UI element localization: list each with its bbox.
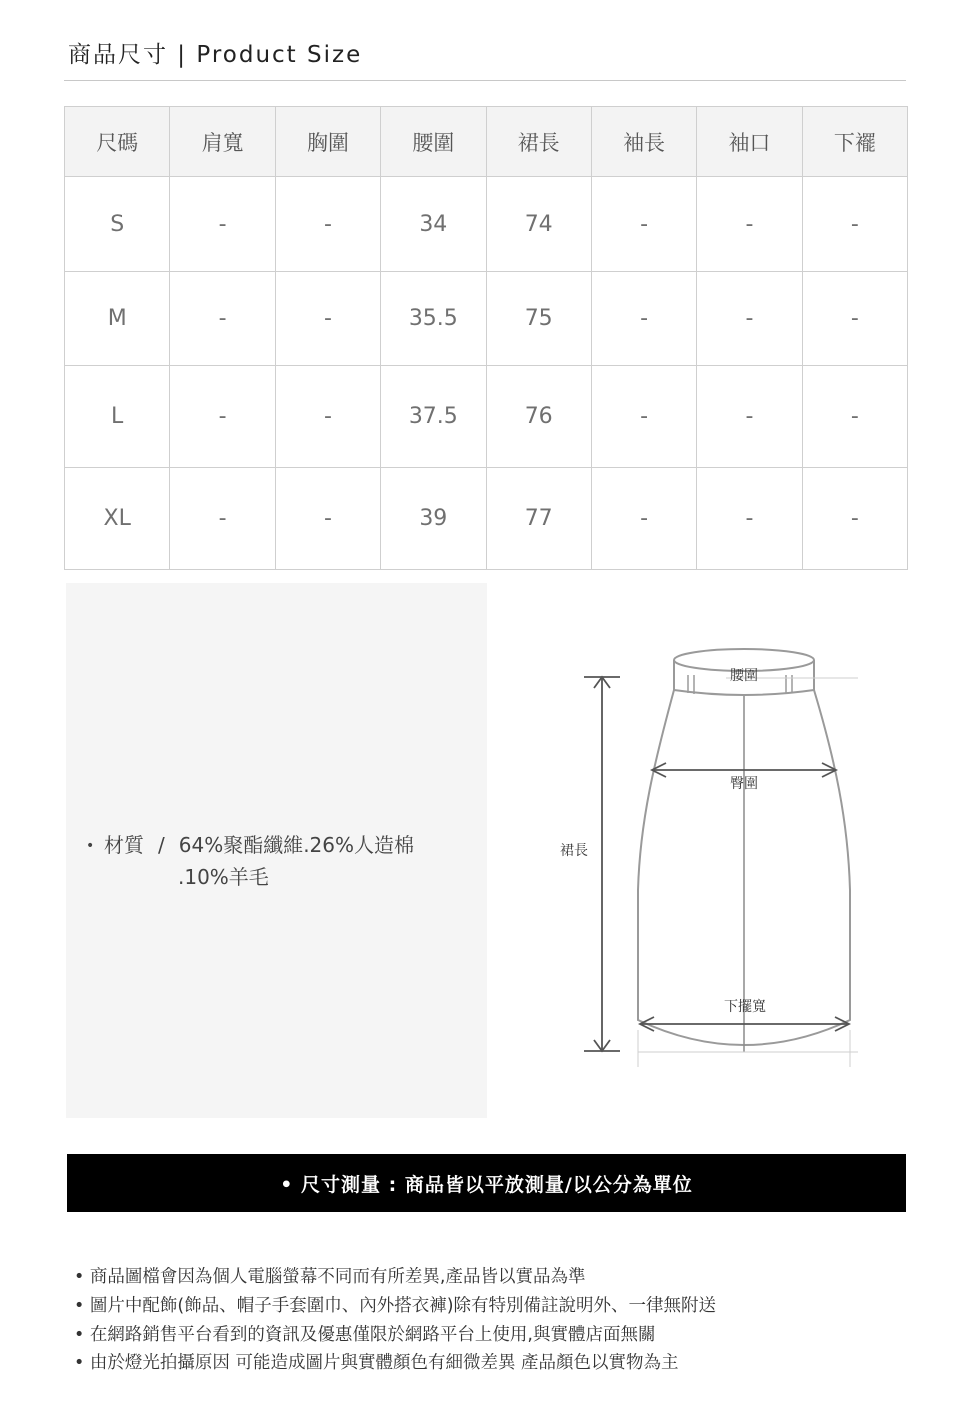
waist-label: 腰圍 — [730, 668, 758, 684]
cell-hem: - — [802, 272, 907, 366]
material-composition-line2: .10%羊毛 — [178, 865, 269, 889]
cell-cuff: - — [697, 177, 802, 272]
cell-chest: - — [275, 177, 380, 272]
cell-sleeve: - — [591, 272, 696, 366]
cell-size: S — [65, 177, 170, 272]
page-title: 商品尺寸 | Product Size — [68, 42, 363, 68]
cell-waist: 39 — [381, 468, 486, 570]
list-item: • 由於燈光拍攝原因 可能造成圖片與實體顏色有細微差異 產品顏色以實物為主 — [74, 1349, 716, 1378]
table-row — [65, 366, 908, 468]
material-info — [86, 830, 414, 893]
col-header-hem: 下襬 — [802, 107, 907, 177]
cell-size: XL — [65, 468, 170, 570]
length-label: 裙長 — [560, 843, 588, 859]
cell-shoulder: - — [170, 366, 275, 468]
cell-cuff: - — [697, 366, 802, 468]
col-header-size: 尺碼 — [65, 107, 170, 177]
col-header-waist: 腰圍 — [381, 107, 486, 177]
cell-waist: 34 — [381, 177, 486, 272]
cell-hem: - — [802, 468, 907, 570]
cell-length: 76 — [486, 366, 591, 468]
cell-size: L — [65, 366, 170, 468]
cell-length: 75 — [486, 272, 591, 366]
table-row — [65, 272, 908, 366]
col-header-cuff: 袖口 — [697, 107, 802, 177]
cell-length: 74 — [486, 177, 591, 272]
cell-waist: 37.5 — [381, 366, 486, 468]
cell-waist: 35.5 — [381, 272, 486, 366]
hip-label: 臀圍 — [730, 776, 758, 792]
cell-sleeve: - — [591, 366, 696, 468]
material-panel — [66, 583, 487, 1118]
material-composition-line1: 64%聚酯纖維.26%人造棉 — [178, 833, 415, 857]
list-item: • 在網路銷售平台看到的資訊及優惠僅限於網路平台上使用,與實體店面無關 — [74, 1321, 716, 1350]
col-header-sleeve: 袖長 — [591, 107, 696, 177]
material-label: 材質 — [104, 833, 144, 857]
cell-cuff: - — [697, 468, 802, 570]
title-divider — [64, 80, 906, 81]
cell-size: M — [65, 272, 170, 366]
cell-sleeve: - — [591, 468, 696, 570]
table-row — [65, 177, 908, 272]
col-header-chest: 胸圍 — [275, 107, 380, 177]
list-item: • 圖片中配飾(飾品、帽子手套圍巾、內外搭衣褲)除有特別備註說明外、一律無附送 — [74, 1292, 716, 1321]
list-item: • 商品圖檔會因為個人電腦螢幕不同而有所差異,產品皆以實品為準 — [74, 1263, 716, 1292]
cell-sleeve: - — [591, 177, 696, 272]
cell-shoulder: - — [170, 177, 275, 272]
cell-hem: - — [802, 177, 907, 272]
col-header-length: 裙長 — [486, 107, 591, 177]
cell-hem: - — [802, 366, 907, 468]
cell-chest: - — [275, 366, 380, 468]
table-header-row — [65, 107, 908, 177]
size-table — [64, 106, 908, 570]
notes-list — [74, 1263, 716, 1378]
skirt-measurement-diagram — [540, 630, 880, 1080]
col-header-shoulder: 肩寬 — [170, 107, 275, 177]
table-row — [65, 468, 908, 570]
cell-length: 77 — [486, 468, 591, 570]
measurement-note-bar: • 尺寸測量 : 商品皆以平放測量/以公分為單位 — [67, 1154, 906, 1212]
cell-chest: - — [275, 272, 380, 366]
hem-label: 下擺寬 — [724, 999, 766, 1015]
cell-shoulder: - — [170, 468, 275, 570]
cell-chest: - — [275, 468, 380, 570]
bullet: • — [86, 838, 95, 854]
material-separator: / — [158, 833, 165, 857]
cell-shoulder: - — [170, 272, 275, 366]
cell-cuff: - — [697, 272, 802, 366]
